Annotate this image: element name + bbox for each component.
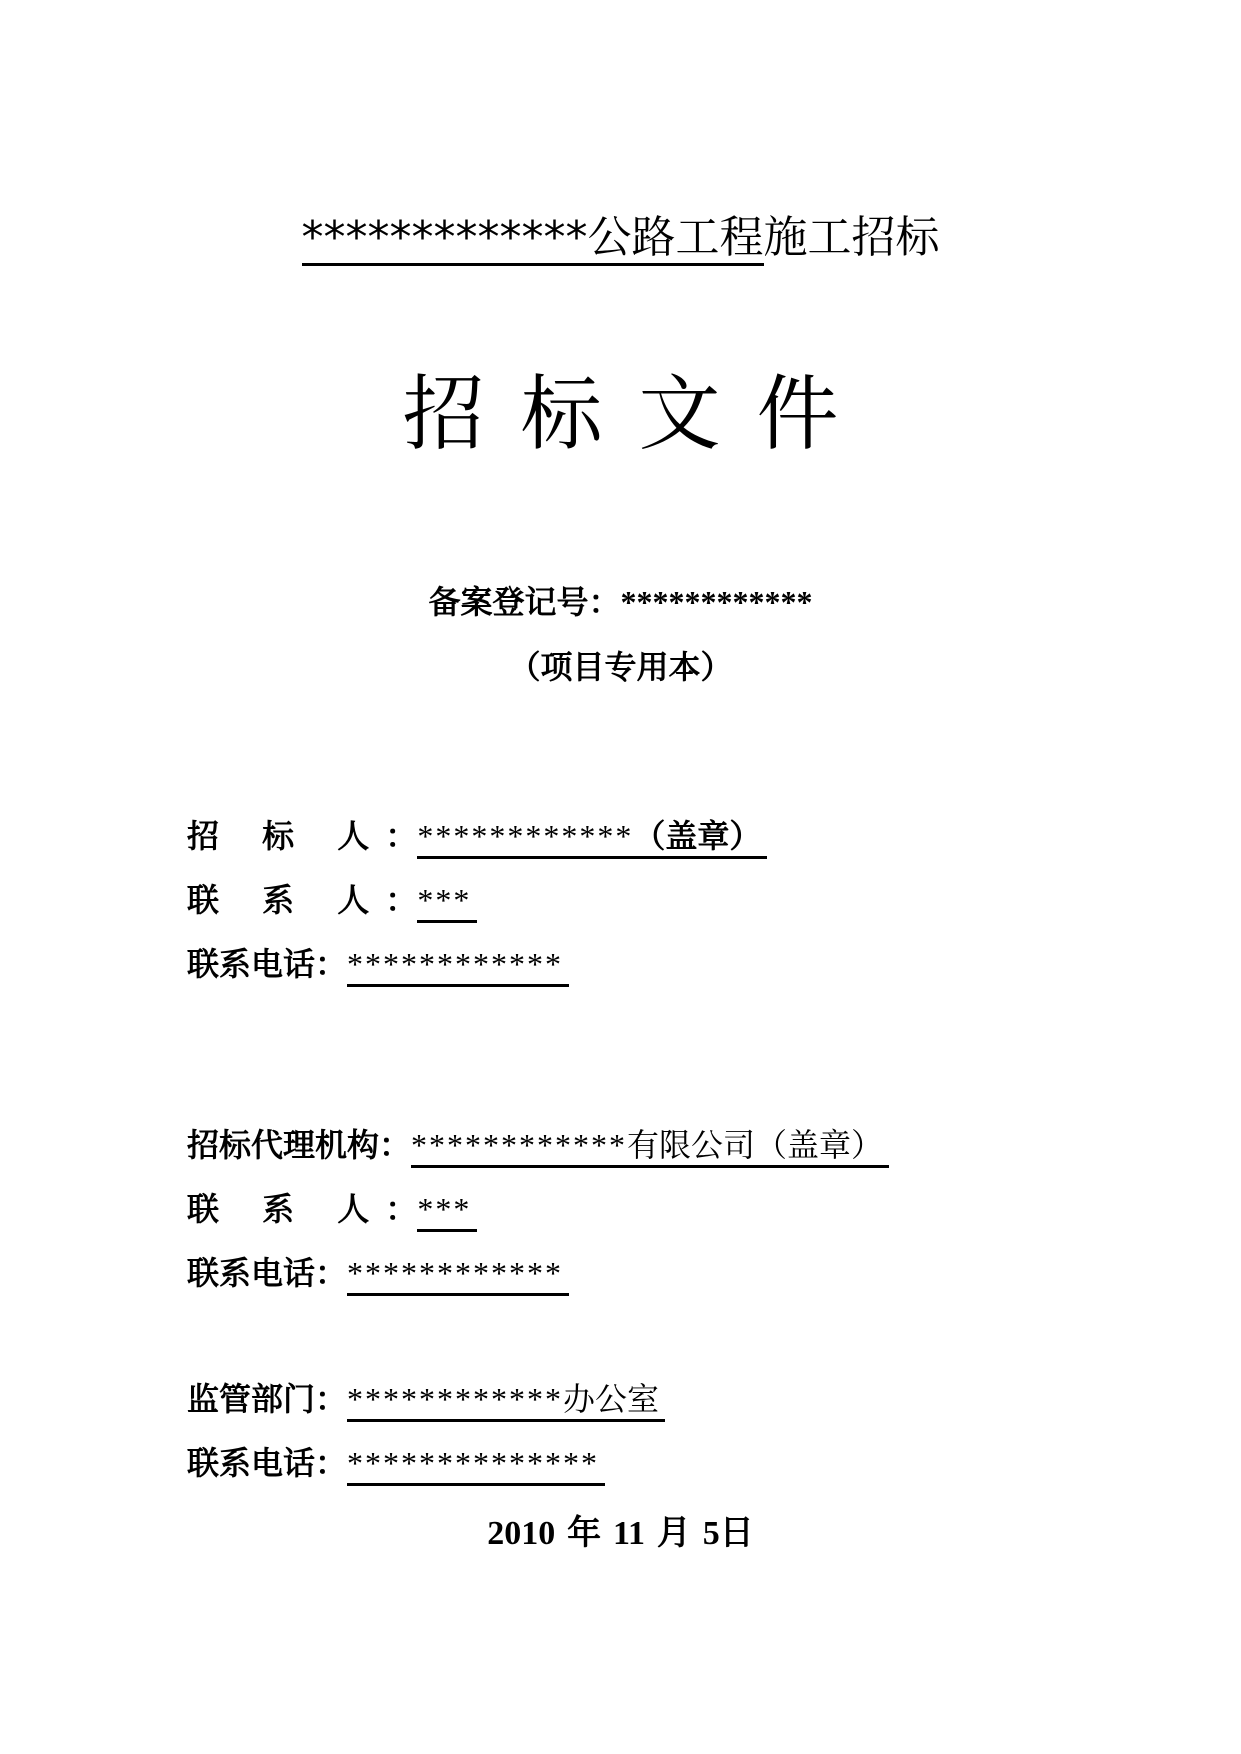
tenderer-phone-stars: ************ xyxy=(347,946,564,982)
tenderer-phone-value xyxy=(347,944,569,987)
record-number-label: 备案登记号： xyxy=(428,583,621,621)
agency-contact-label: 联 系 人 xyxy=(187,1190,386,1228)
agency-contact-colon: ： xyxy=(385,1190,418,1228)
tenderer-phone-row xyxy=(187,942,569,987)
agency-phone-stars: ************ xyxy=(347,1255,564,1291)
tenderer-phone-colon: ： xyxy=(315,945,348,983)
agency-contact-value xyxy=(417,1189,477,1232)
date-year-unit: 年 xyxy=(567,1513,602,1553)
agency-contact-row xyxy=(187,1187,477,1232)
agency-value xyxy=(411,1125,889,1168)
supervisor-phone-stars: ************** xyxy=(347,1445,600,1481)
supervisor-label: 监管部门 xyxy=(187,1380,316,1418)
supervisor-phone-colon: ： xyxy=(315,1444,348,1482)
tenderer-phone-label: 联系电话 xyxy=(187,945,316,983)
supervisor-phone-row xyxy=(187,1441,605,1486)
agency-value-stars: ************ xyxy=(411,1127,628,1163)
tenderer-value-stars: ************ xyxy=(417,818,634,854)
tenderer-label: 招 标 人 xyxy=(187,817,386,855)
agency-colon: ： xyxy=(379,1126,412,1164)
supervisor-phone-value xyxy=(347,1443,605,1486)
tenderer-contact-stars: *** xyxy=(417,882,472,918)
agency-value-suffix: 有限公司（盖章） xyxy=(627,1126,884,1164)
date-month-unit: 月 xyxy=(656,1513,691,1553)
document-title-underlined: *************公路工程 xyxy=(302,212,764,266)
supervisor-row xyxy=(187,1377,665,1422)
agency-contact-stars: *** xyxy=(417,1191,472,1227)
supervisor-value xyxy=(347,1379,665,1422)
date-month: 11 xyxy=(612,1515,646,1552)
document-title-rest: 施工招标 xyxy=(763,212,940,263)
tenderer-value-suffix: （盖章） xyxy=(633,817,762,855)
record-number-value: ************ xyxy=(620,584,813,620)
date-year: 2010 xyxy=(487,1515,556,1552)
document-date xyxy=(0,1510,1241,1557)
agency-phone-label: 联系电话 xyxy=(187,1254,316,1292)
tenderer-contact-value xyxy=(417,880,477,923)
agency-row xyxy=(187,1123,889,1168)
date-day-unit: 日 xyxy=(719,1513,754,1553)
tenderer-value xyxy=(417,816,767,859)
document-title xyxy=(0,208,1241,268)
supervisor-value-suffix: 办公室 xyxy=(563,1380,660,1418)
date-day: 5 xyxy=(702,1515,720,1552)
supervisor-phone-label: 联系电话 xyxy=(187,1444,316,1482)
tenderer-row xyxy=(187,814,767,859)
document-subtitle: （项目专用本） xyxy=(508,648,733,686)
agency-phone-value xyxy=(347,1253,569,1296)
tenderer-colon: ： xyxy=(385,817,418,855)
supervisor-colon: ： xyxy=(315,1380,348,1418)
agency-phone-colon: ： xyxy=(315,1254,348,1292)
document-heading: 招标文件 xyxy=(402,367,875,462)
tenderer-contact-label: 联 系 人 xyxy=(187,881,386,919)
record-number xyxy=(0,580,1241,624)
supervisor-value-stars: ************ xyxy=(347,1381,564,1417)
tenderer-contact-row xyxy=(187,878,477,923)
agency-label: 招标代理机构 xyxy=(187,1126,380,1164)
tenderer-contact-colon: ： xyxy=(385,881,418,919)
agency-phone-row xyxy=(187,1251,569,1296)
